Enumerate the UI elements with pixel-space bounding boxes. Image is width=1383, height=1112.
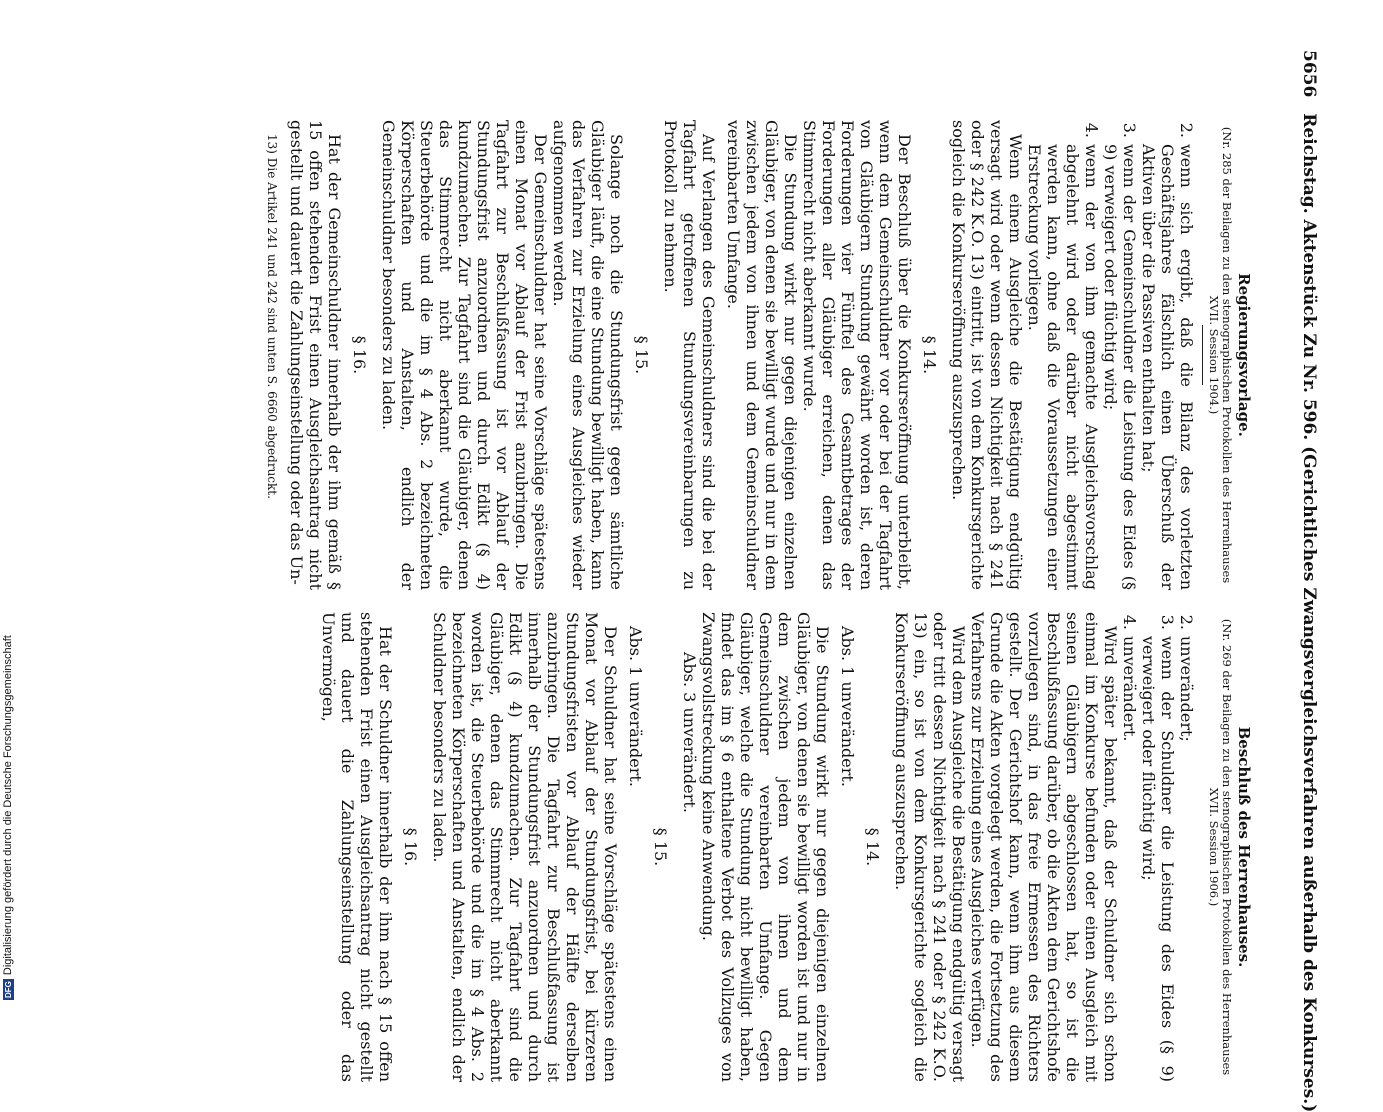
item-text: wenn der Schuldner die Leistung des Eides (§ 9) verweigert oder flüchtig wird; — [1139, 636, 1177, 1082]
list-item — [1177, 612, 1196, 1082]
item-text: wenn sich ergibt, daß die Bilanz des vorletzten Geschäftsjahres fälschlich einen Überschuß der Aktiven über die Passiven enthalten hat; — [1139, 144, 1196, 590]
section-heading: § 14. — [920, 335, 939, 375]
paragraph: Hat der Gemeinschuldner innerhalb der ihm gemäß § 15 offen stehenden Frist einen Ausgleichsantrag nicht gestellt und dauert die Zahlungseinstellung oder das Un- — [287, 120, 344, 590]
paragraph: Wenn einem Ausgleiche die Bestätigung endgültig versagt wird oder wenn dessen Nichtigkeit nach § 241 oder § 242 K.O. 13) eintritt, ist von dem Konkursgerichte sogleich die Konkurseröffnung auszusprechen. — [949, 120, 1025, 590]
list-item — [1139, 120, 1196, 590]
item-text: wenn der von ihm gemachte Ausgleichsvorschlag abgelehnt wird oder darüber nicht abgestimmt werden kann, ohne daß die Voraussetzungen einer Erstreckung vorliegen. — [1025, 144, 1101, 590]
paragraph: Der Gemeinschuldner hat seine Vorschläge spätestens einen Monat vor Ablauf der Frist anzubringen. Die Tagfahrt zur Beschlußfassung ist vor Ablauf der Stundungsfrist anzuordnen und durch Edikt (§ 4) kundzumachen. Zur Tagfahrt sind die Gläubiger, denen das Stimmrecht nicht aberkannt wurde, die Steuerbehörde und die im § 4 Abs. 2 bezeichneten Körperschaften und Anstalten, endlich der Gemeinschuldner besonders zu laden. — [379, 120, 550, 590]
section-heading: § 15. — [632, 335, 651, 375]
right-column — [319, 612, 1253, 1082]
page-title: Reichstag. Aktenstück Zu Nr. 596. (Gerichtliches Zwangsvergleichsverfahren außerhalb des Konkurses.) — [1299, 113, 1319, 1112]
paragraph: Der Beschluß über die Konkurseröffnung unterbleibt, wenn dem Gemeinschuldner vor oder bei der Tagfahrt von Gläubigern Stundung gewährt worden ist, deren Forderungen vier Fünftel des Gesamtbetrages der Forderungen aller Gläubiger erreichen, denen das Stimmrecht nicht aberkannt wurde. — [800, 120, 914, 590]
paragraph: Wird dem Ausgleiche die Bestätigung endgültig versagt oder tritt dessen Nichtigkeit nach § 241 oder § 242 K.O. 13) ein, so ist von dem Konkursgerichte sogleich die Konkurseröffnung auszusprechen. — [892, 612, 968, 1082]
divider — [1202, 817, 1203, 877]
paragraph: Die Stundung wirkt nur gegen diejenigen einzelnen Gläubiger, von denen sie bewilligt wurde und nur in dem zwischen jedem von ihnen und dem Gemeinschuldner vereinbarten Umfange. — [724, 120, 800, 590]
paragraph: Auf Verlangen des Gemeinschuldners sind die bei der Tagfahrt getroffenen Stundungsvereinbarungen zu Protokoll zu nehmen. — [661, 120, 718, 590]
list-item — [1025, 120, 1101, 590]
section-heading: § 16. — [401, 827, 420, 867]
item-text: unverändert; — [1177, 636, 1196, 742]
list-item — [1101, 120, 1139, 590]
item-number: 3. — [1120, 122, 1139, 138]
paragraph: Abs. 1 unverändert. — [838, 626, 857, 787]
list-item — [1139, 612, 1177, 1082]
section-heading: § 15. — [651, 827, 670, 867]
page-header — [1299, 50, 1319, 1112]
paragraph: Wird später bekannt, daß der Schuldner sich schon einmal im Konkurse befunden oder einen Ausgleich mit seinen Gläubigern abgeschlossen hat, so ist die Beschlußfassung darüber, ob die Akten dem Gerichtshofe vorzulegen sind, in das freie Ermessen des Richters gestellt. Der Gerichtshof kann, wenn ihm aus diesem Grunde die Akten vorgelegt werden, die Fortsetzung des Verfahrens zur Erzielung eines Ausgleiches verfügen. — [968, 612, 1120, 1082]
funding-text: Digitalisierung gefördert durch die Deutsche Forschungsgemeinschaft — [2, 635, 14, 976]
paragraph: Abs. 1 unverändert. — [626, 626, 645, 787]
page-number: 5656 — [1299, 50, 1319, 98]
paragraph: Hat der Schuldner innerhalb der ihm nach § 15 offen stehenden Frist einen Ausgleichsantrag nicht gestellt und dauert die Zahlungseinstellung oder das Unvermögen, — [319, 612, 395, 1082]
item-text: unverändert. — [1120, 636, 1139, 742]
list-item — [1120, 612, 1139, 1082]
item-number: 3. — [1158, 614, 1177, 630]
section-heading: § 14. — [863, 827, 882, 867]
item-number: 4. — [1082, 122, 1101, 138]
paragraph: Die Stundung wirkt nur gegen diejenigen einzelnen Gläubiger, von denen sie bewilligt worden ist und nur in dem zwischen jedem von ihnen und dem Gemeinschuldner vereinbarten Umfange. Gegen Gläubiger, welche die Stundung nicht bewilligt haben, findet das im § 6 enthaltene Verbot des Vollzuges von Zwangsvollstreckung keine Anwendung. — [699, 612, 832, 1082]
left-column-subtitle: (Nr. 285 der Beilagen zu den stenographischen Protokollen des Herrenhauses XVII. Session 1904.) — [1207, 126, 1234, 584]
left-column — [265, 120, 1253, 590]
item-number: 4. — [1120, 614, 1139, 630]
section-heading: § 16. — [350, 335, 369, 375]
paragraph: Der Schuldner hat seine Vorschläge spätestens einen Monat vor Ablauf der Stundungsfrist, bei kürzeren Stundungsfristen vor Ablauf der Hälfte derselben anzubringen. Die Tagfahrt zur Beschlußfassung ist innerhalb der Stundungsfrist anzuordnen und durch Edikt (§ 4) kundzumachen. Zur Tagfahrt sind die Gläubiger, denen das Stimmrecht nicht aberkannt worden ist, die Steuerbehörde und die im § 4 Abs. 2 bezeichneten Körperschaften und Anstalten, endlich der Schuldner besonders zu laden. — [430, 612, 620, 1082]
item-text: wenn der Gemeinschuldner die Leistung des Eides (§ 9) verweigert oder flüchtig wird; — [1101, 144, 1139, 590]
paragraph: Solange noch die Stundungsfrist gegen sämtliche Gläubiger läuft, die eine Stundung bewilligt haben, kann das Verfahren zur Erzielung eines Ausgleiches wieder aufgenommen werden. — [550, 120, 626, 590]
right-column-title: Beschluß des Herrenhauses. — [1235, 726, 1253, 968]
left-column-title: Regierungsvorlage. — [1235, 273, 1253, 437]
footnote: 13) Die Artikel 241 und 242 sind unten S. 6660 abgedruckt. — [265, 134, 279, 499]
dfg-logo: DFG — [3, 981, 13, 998]
divider — [1202, 325, 1203, 385]
item-number: 2. — [1177, 614, 1196, 630]
item-number: 2. — [1177, 122, 1196, 138]
right-column-subtitle: (Nr. 269 der Beilagen zu den stenographischen Protokollen des Herrenhauses XVII. Session 1906.) — [1207, 618, 1234, 1076]
funding-note — [2, 0, 14, 1000]
paragraph: Abs. 3 unverändert. — [680, 652, 699, 813]
